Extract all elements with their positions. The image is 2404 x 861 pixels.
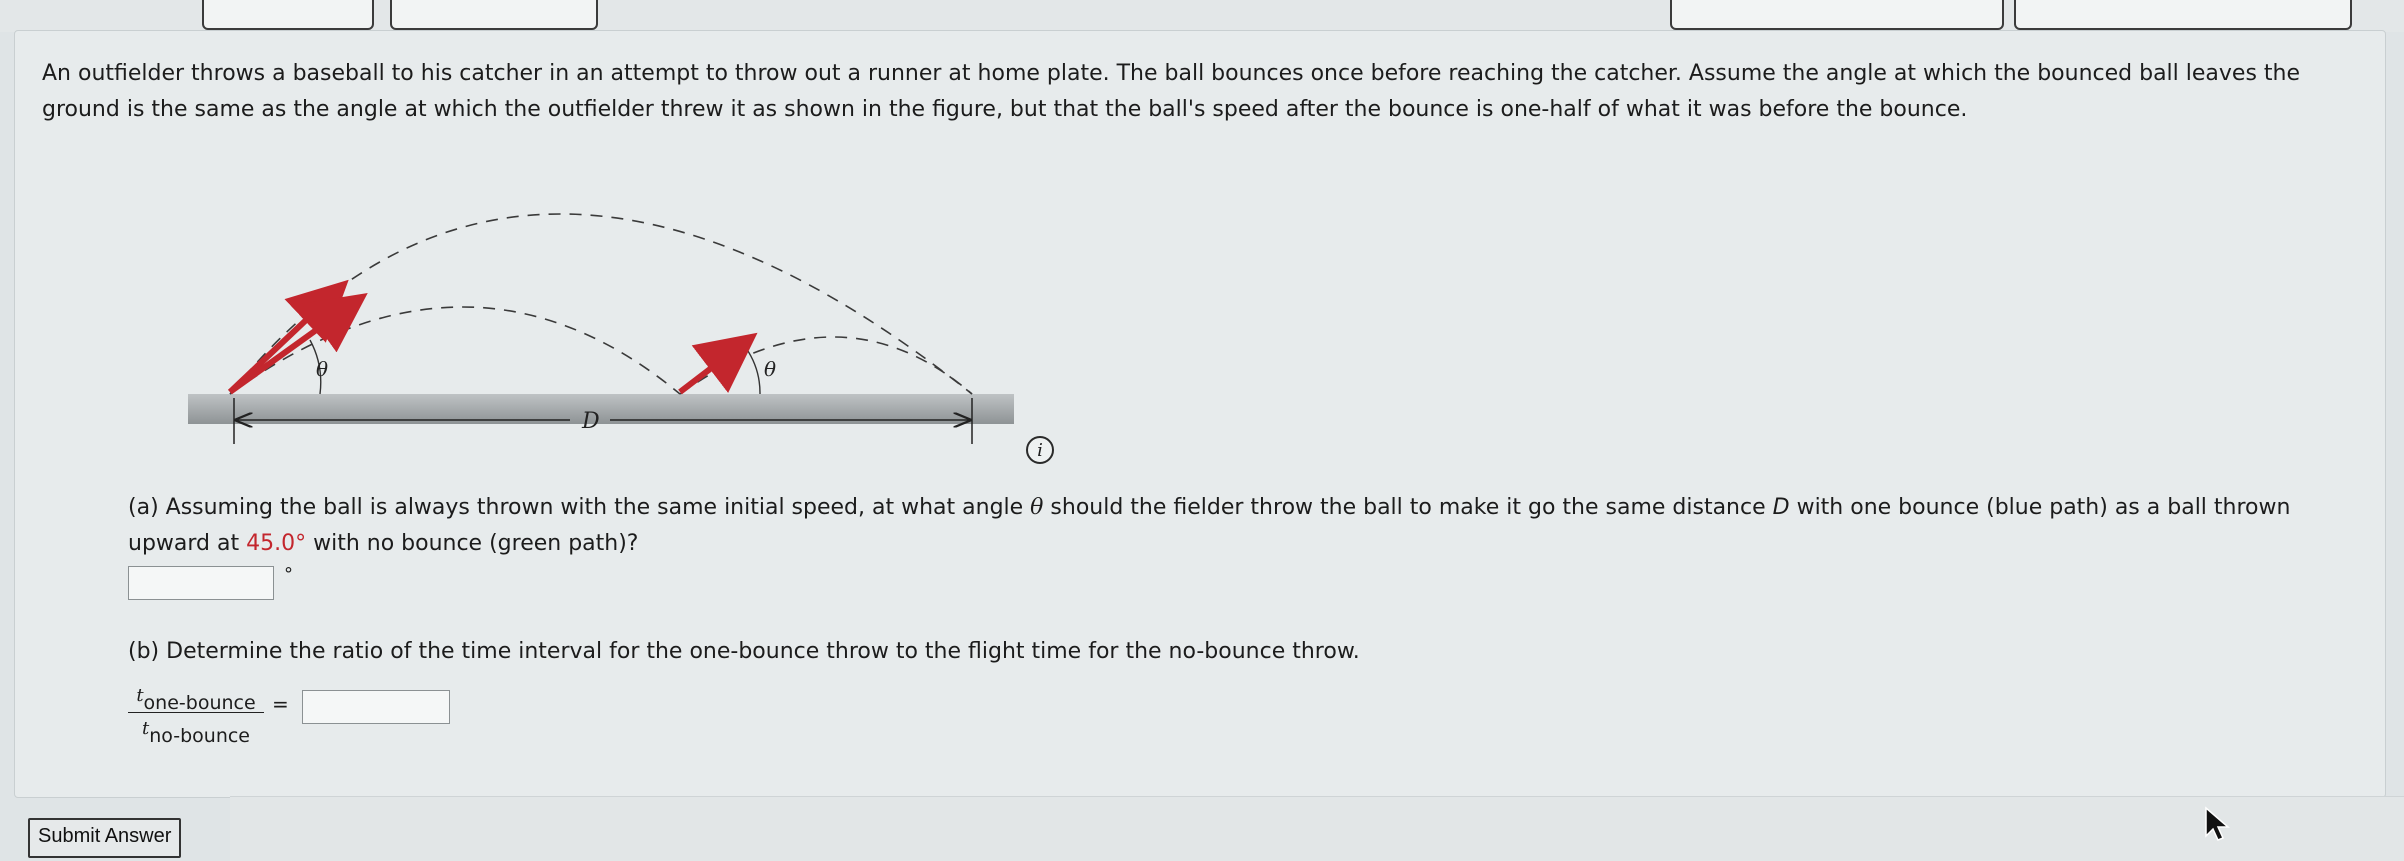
part-a-text-before: (a) Assuming the ball is always thrown with the same initial speed, at what angle [128, 495, 1031, 520]
part-b-question: (b) Determine the ratio of the time interval for the one-bounce throw to the flight time for the no-bounce throw. [128, 639, 1360, 664]
part-a-theta: θ [1030, 495, 1044, 520]
first-bounce-path [230, 307, 680, 394]
problem-statement: An outfielder throws a baseball to his catcher in an attempt to throw out a runner at home plate. The ball bounces once before reaching the catcher. Assume the angle at which the bounced ball leaves the ground is the same as the angle at which the outfielder threw it as shown in the figure, but that the ball's speed after the bounce is one-half of what it was before the bounce. [42, 61, 2301, 122]
fraction-numerator: tone-bounce [136, 685, 256, 714]
projectile-figure [180, 130, 1020, 450]
top-button-2[interactable] [390, 0, 598, 30]
second-bounce-path [680, 337, 972, 394]
top-button-1[interactable] [202, 0, 374, 30]
footer-area [230, 796, 2404, 861]
angle-answer-input[interactable] [128, 566, 274, 600]
top-button-4[interactable] [2014, 0, 2352, 30]
submit-answer-button[interactable]: Submit Answer [28, 818, 181, 858]
launch-arrow-theta [230, 300, 358, 392]
part-a-text-middle: should the fielder throw the ball to make it go the same distance [1043, 495, 1773, 520]
equals-sign: = [272, 692, 289, 716]
part-a-d: D [1772, 495, 1790, 520]
theta-label-right: θ [764, 357, 777, 381]
no-bounce-path [230, 214, 972, 394]
part-a-text-after: with one bounce (blue path) as a ball thrown upward at [128, 495, 2291, 556]
ratio-answer-input[interactable] [302, 690, 450, 724]
theta-arc-right [746, 348, 760, 394]
info-icon[interactable]: i [1026, 436, 1054, 464]
degree-unit: ° [284, 564, 293, 585]
bounce-arrow [680, 340, 748, 392]
top-button-3[interactable] [1670, 0, 2004, 30]
top-toolbar-strip [0, 0, 2404, 32]
fraction-denominator: tno-bounce [128, 712, 264, 745]
denominator-subscript: no-bounce [149, 725, 250, 747]
part-a-text-end: with no bounce (green path)? [306, 531, 639, 556]
theta-label-left: θ [316, 357, 329, 381]
mouse-cursor-icon [2204, 806, 2230, 842]
part-a-angle-value: 45.0° [246, 531, 307, 556]
distance-label: D [582, 409, 600, 434]
time-ratio-fraction [128, 680, 264, 745]
numerator-subscript: one-bounce [143, 692, 256, 714]
part-a-question [128, 490, 2358, 562]
